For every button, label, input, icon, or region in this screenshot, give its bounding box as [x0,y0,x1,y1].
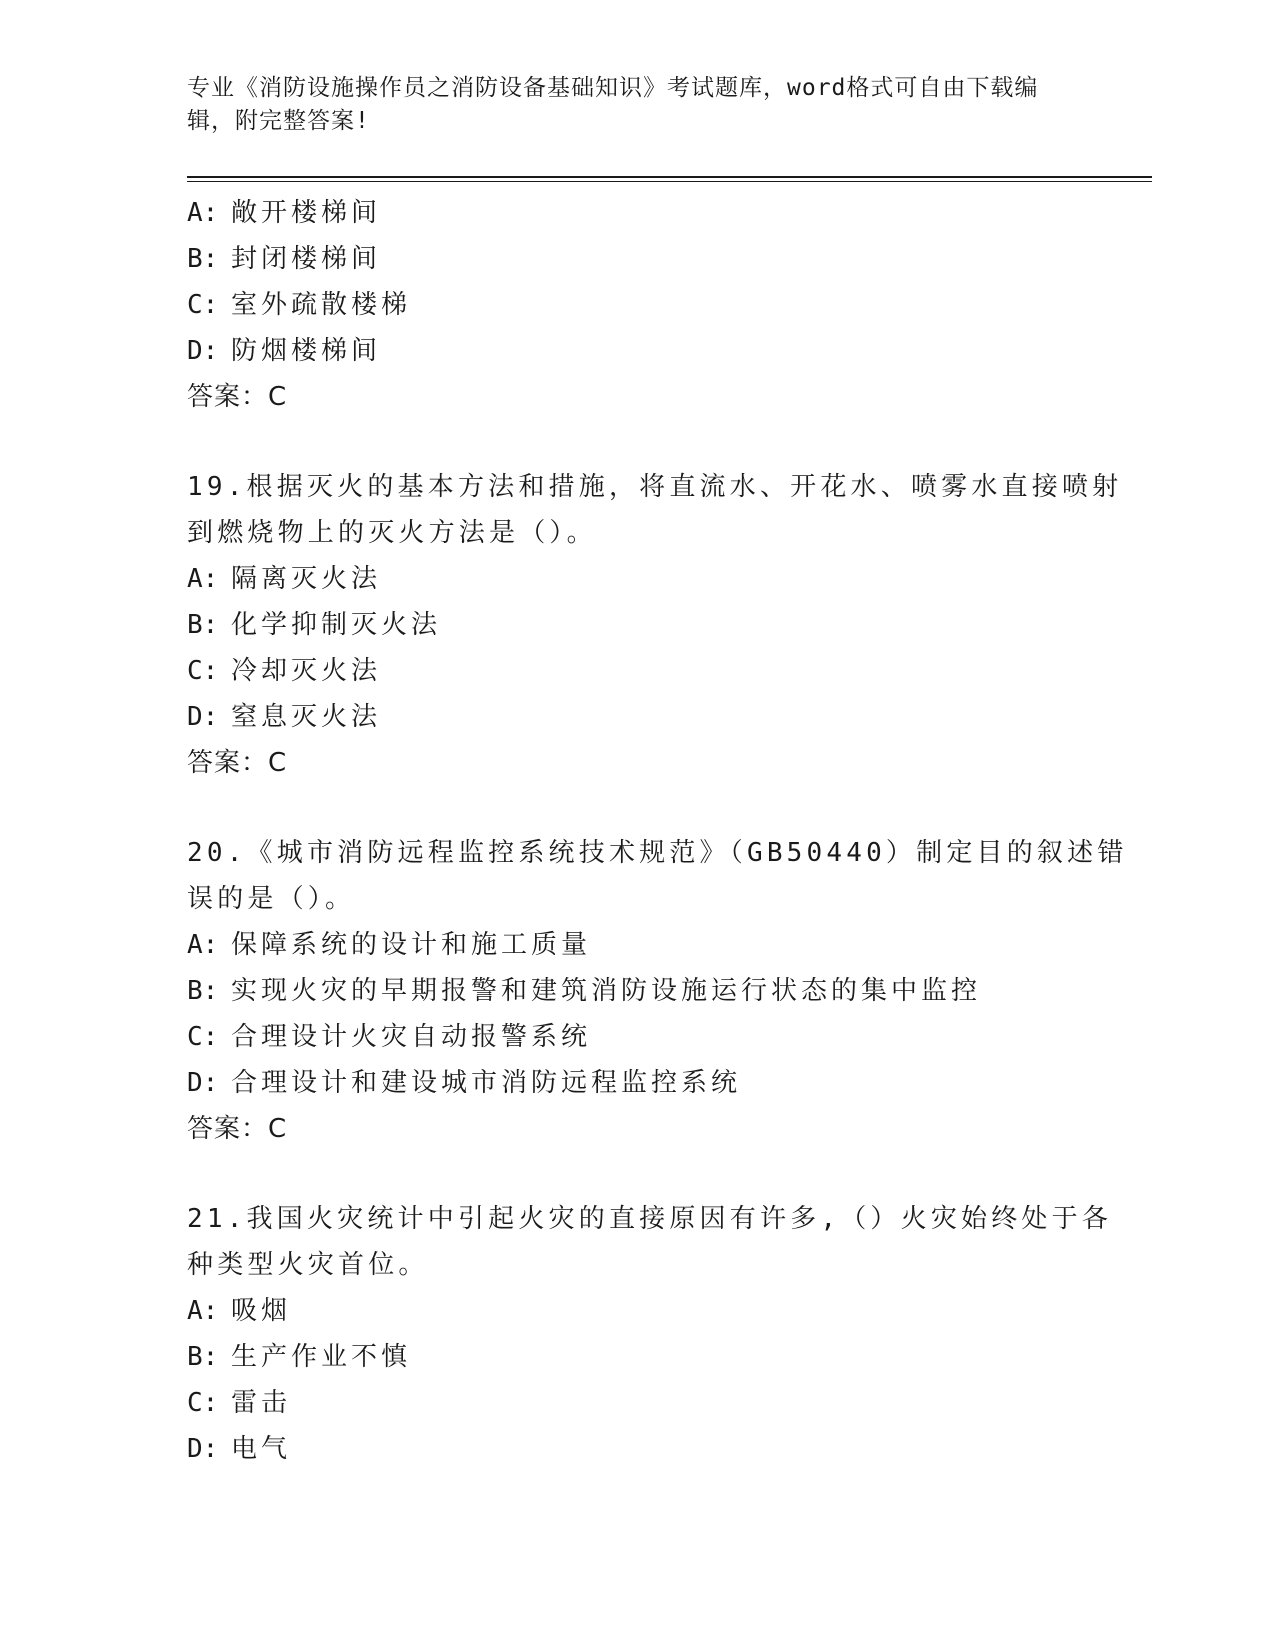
option-c: C: 室外疏散楼梯 [187,290,412,320]
answer-label: 答案：C [187,382,288,412]
header-line-1: 专业《消防设施操作员之消防设备基础知识》考试题库，word格式可自由下载编 [187,75,1039,101]
header-divider-thin [187,181,1152,182]
option-d: D: 电气 [187,1434,292,1464]
option-a: A: 隔离灭火法 [187,564,382,594]
question-text-line-1: 19.根据灭火的基本方法和措施，将直流水、开花水、喷雾水直接喷射 [187,472,1123,502]
option-b: B: 化学抑制灭火法 [187,610,442,640]
option-c: C: 雷击 [187,1388,292,1418]
question-list [187,190,1128,1472]
question-18 [187,190,1087,420]
document-header [187,72,1067,138]
question-text-line-1: 20.《城市消防远程监控系统技术规范》（GB50440）制定目的叙述错 [187,838,1128,868]
question-19 [187,464,1123,786]
option-a: A: 保障系统的设计和施工质量 [187,930,592,960]
question-text-line-2: 种类型火灾首位。 [187,1250,429,1280]
option-c: C: 冷却灭火法 [187,656,382,686]
option-b: B: 封闭楼梯间 [187,244,382,274]
header-line-2: 辑，附完整答案! [187,108,370,134]
header-divider-thick [187,176,1152,178]
option-c: C: 合理设计火灾自动报警系统 [187,1022,592,1052]
option-b: B: 实现火灾的早期报警和建筑消防设施运行状态的集中监控 [187,976,982,1006]
question-text-line-2: 到燃烧物上的灭火方法是（）。 [187,518,597,548]
option-d: D: 防烟楼梯间 [187,336,382,366]
option-a: A: 敞开楼梯间 [187,198,382,228]
question-21 [187,1196,1113,1472]
question-20 [187,830,1128,1152]
question-text-line-2: 误的是（）。 [187,884,356,914]
option-a: A: 吸烟 [187,1296,292,1326]
answer-label: 答案：C [187,1114,288,1144]
option-d: D: 窒息灭火法 [187,702,382,732]
question-text-line-1: 21.我国火灾统计中引起火灾的直接原因有许多,（）火灾始终处于各 [187,1204,1113,1234]
option-b: B: 生产作业不慎 [187,1342,412,1372]
option-d: D: 合理设计和建设城市消防远程监控系统 [187,1068,742,1098]
answer-label: 答案：C [187,748,288,778]
